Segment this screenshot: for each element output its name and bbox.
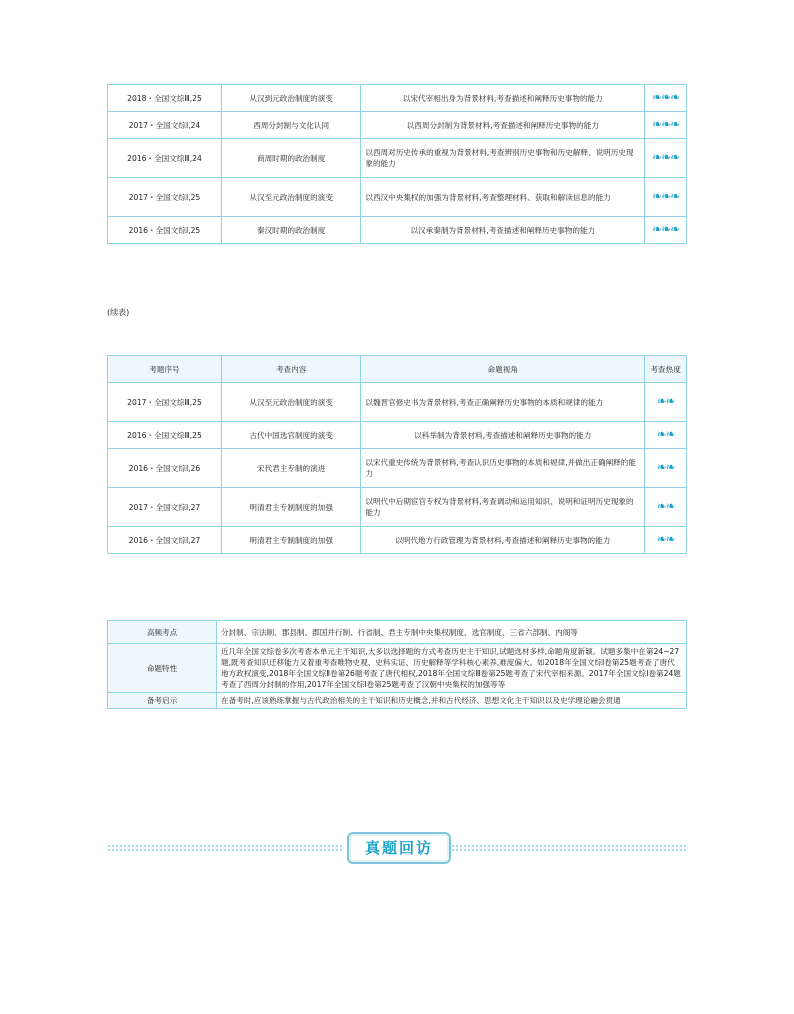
- exam-source: 2017・全国文综Ⅲ,25: [108, 383, 222, 422]
- exam-heat: [645, 112, 687, 139]
- table-row: [108, 621, 687, 644]
- exam-source: 2017・全国文综Ⅰ,25: [108, 178, 222, 217]
- exam-source: 2016・全国文综Ⅰ,27: [108, 527, 222, 554]
- exam-heat: [645, 178, 687, 217]
- table-row: [108, 178, 687, 217]
- exam-angle: 以汉承秦制为背景材料,考查描述和阐释历史事物的能力: [361, 217, 645, 244]
- exam-content: 古代中国选官制度的演变: [221, 422, 360, 449]
- exam-heat: [645, 217, 687, 244]
- table-row: [108, 383, 687, 422]
- pepper-icon: ❧❧❧: [652, 90, 680, 105]
- summary-label: 命题特性: [108, 644, 217, 693]
- exam-content: 宋代君主专制的演进: [221, 449, 360, 488]
- exam-table-part1: [107, 84, 687, 244]
- exam-angle: 以宋代宰相出身为背景材料,考查描述和阐释历史事物的能力: [361, 85, 645, 112]
- summary-text: 在备考时,应该熟练掌握与古代政治相关的主干知识和历史概念,并和古代经济、思想文化主干知识以及史学理论融会贯通: [217, 693, 687, 709]
- pepper-icon: ❧❧❧: [652, 222, 680, 237]
- exam-source: 2016・全国文综Ⅲ,24: [108, 139, 222, 178]
- table-row: [108, 139, 687, 178]
- banner-dots-left: [107, 844, 343, 852]
- table-header-row: [108, 356, 687, 383]
- pepper-icon: ❧❧: [656, 394, 675, 409]
- exam-heat: [645, 527, 687, 554]
- pepper-icon: ❧❧: [656, 499, 675, 514]
- exam-source: 2017・全国文综Ⅰ,24: [108, 112, 222, 139]
- exam-content: 明清君主专制制度的加强: [221, 488, 360, 527]
- banner-title: 真题回访: [347, 832, 451, 864]
- exam-heat: [645, 422, 687, 449]
- header-angle: 命题视角: [361, 356, 645, 383]
- exam-content: 秦汉时期的政治制度: [221, 217, 360, 244]
- exam-heat: [645, 85, 687, 112]
- table-row: [108, 527, 687, 554]
- pepper-icon: ❧❧: [656, 460, 675, 475]
- exam-heat: [645, 139, 687, 178]
- exam-source: 2016・全国文综Ⅰ,26: [108, 449, 222, 488]
- exam-heat: [645, 449, 687, 488]
- section-banner: [107, 832, 687, 862]
- table-row: [108, 217, 687, 244]
- exam-heat: [645, 383, 687, 422]
- banner-dots-right: [451, 844, 687, 852]
- pepper-icon: ❧❧: [656, 532, 675, 547]
- summary-label: 备考启示: [108, 693, 217, 709]
- exam-content: 西周分封制与文化认同: [221, 112, 360, 139]
- exam-angle: 以西周对历史传承的重视为背景材料,考查辨别历史事物和历史解释、说明历史现象的能力: [361, 139, 645, 178]
- exam-angle: 以宋代重史传统为背景材料,考查认识历史事物的本质和规律,并做出正确阐释的能力: [361, 449, 645, 488]
- pepper-icon: ❧❧: [656, 427, 675, 442]
- table-row: [108, 112, 687, 139]
- table-row: [108, 644, 687, 693]
- summary-label: 高频考点: [108, 621, 217, 644]
- header-content: 考查内容: [221, 356, 360, 383]
- exam-angle: 以明代中后期宦官专权为背景材料,考查调动和运用知识、说明和证明历史现象的能力: [361, 488, 645, 527]
- exam-source: 2016・全国文综Ⅲ,25: [108, 422, 222, 449]
- exam-content: 商周时期的政治制度: [221, 139, 360, 178]
- pepper-icon: ❧❧❧: [652, 189, 680, 204]
- table-row: [108, 85, 687, 112]
- exam-table-part2: [107, 355, 687, 554]
- exam-content: 从汉至元政治制度的演变: [221, 178, 360, 217]
- table-row: [108, 449, 687, 488]
- continued-label: (续表): [107, 308, 130, 317]
- exam-source: 2018・全国文综Ⅲ,25: [108, 85, 222, 112]
- summary-table: [107, 620, 687, 709]
- exam-angle: 以魏晋官修史书为背景材料,考查正确阐释历史事物的本质和规律的能力: [361, 383, 645, 422]
- exam-content: 明清君主专制制度的加强: [221, 527, 360, 554]
- exam-heat: [645, 488, 687, 527]
- exam-angle: 以西汉中央集权的加强为背景材料,考查整理材料、获取和解读信息的能力: [361, 178, 645, 217]
- exam-angle: 以科举制为背景材料,考查描述和阐释历史事物的能力: [361, 422, 645, 449]
- exam-content: 从汉至元政治制度的演变: [221, 383, 360, 422]
- table-row: [108, 488, 687, 527]
- exam-content: 从汉到元政治制度的演变: [221, 85, 360, 112]
- table-row: [108, 693, 687, 709]
- exam-angle: 以西周分封制为背景材料,考查描述和阐释历史事物的能力: [361, 112, 645, 139]
- exam-angle: 以明代地方行政管理为背景材料,考查描述和阐释历史事物的能力: [361, 527, 645, 554]
- pepper-icon: ❧❧❧: [652, 150, 680, 165]
- header-heat: 考查热度: [645, 356, 687, 383]
- summary-text: 分封制、宗法制、郡县制、郡国并行制、行省制、君主专制中央集权制度、选官制度、三省六部制、内阁等: [217, 621, 687, 644]
- exam-source: 2017・全国文综Ⅰ,27: [108, 488, 222, 527]
- summary-text: 近几年全国文综卷多次考查本单元主干知识,大多以选择题的方式考查历史主干知识,试题选材多样,命题角度新颖。试题多集中在第24~27题,既考查知识迁移能力又着重考查唯物史观、史料实证、历史解释等学科核心素养,难度偏大。如2018年全国文综Ⅰ卷第25题考查了唐代地方政权演变,2018年全国文综Ⅱ卷第26题考查了唐代相权,2018年全国文综Ⅲ卷第25题考查了宋代宰相来源。2017年全国文综Ⅰ卷第24题考查了西周分封制的作用,2017年全国文综Ⅰ卷第25题考查了汉朝中央集权的加强等等: [217, 644, 687, 693]
- header-source: 考题序号: [108, 356, 222, 383]
- table-row: [108, 422, 687, 449]
- exam-source: 2016・全国文综Ⅰ,25: [108, 217, 222, 244]
- pepper-icon: ❧❧❧: [652, 117, 680, 132]
